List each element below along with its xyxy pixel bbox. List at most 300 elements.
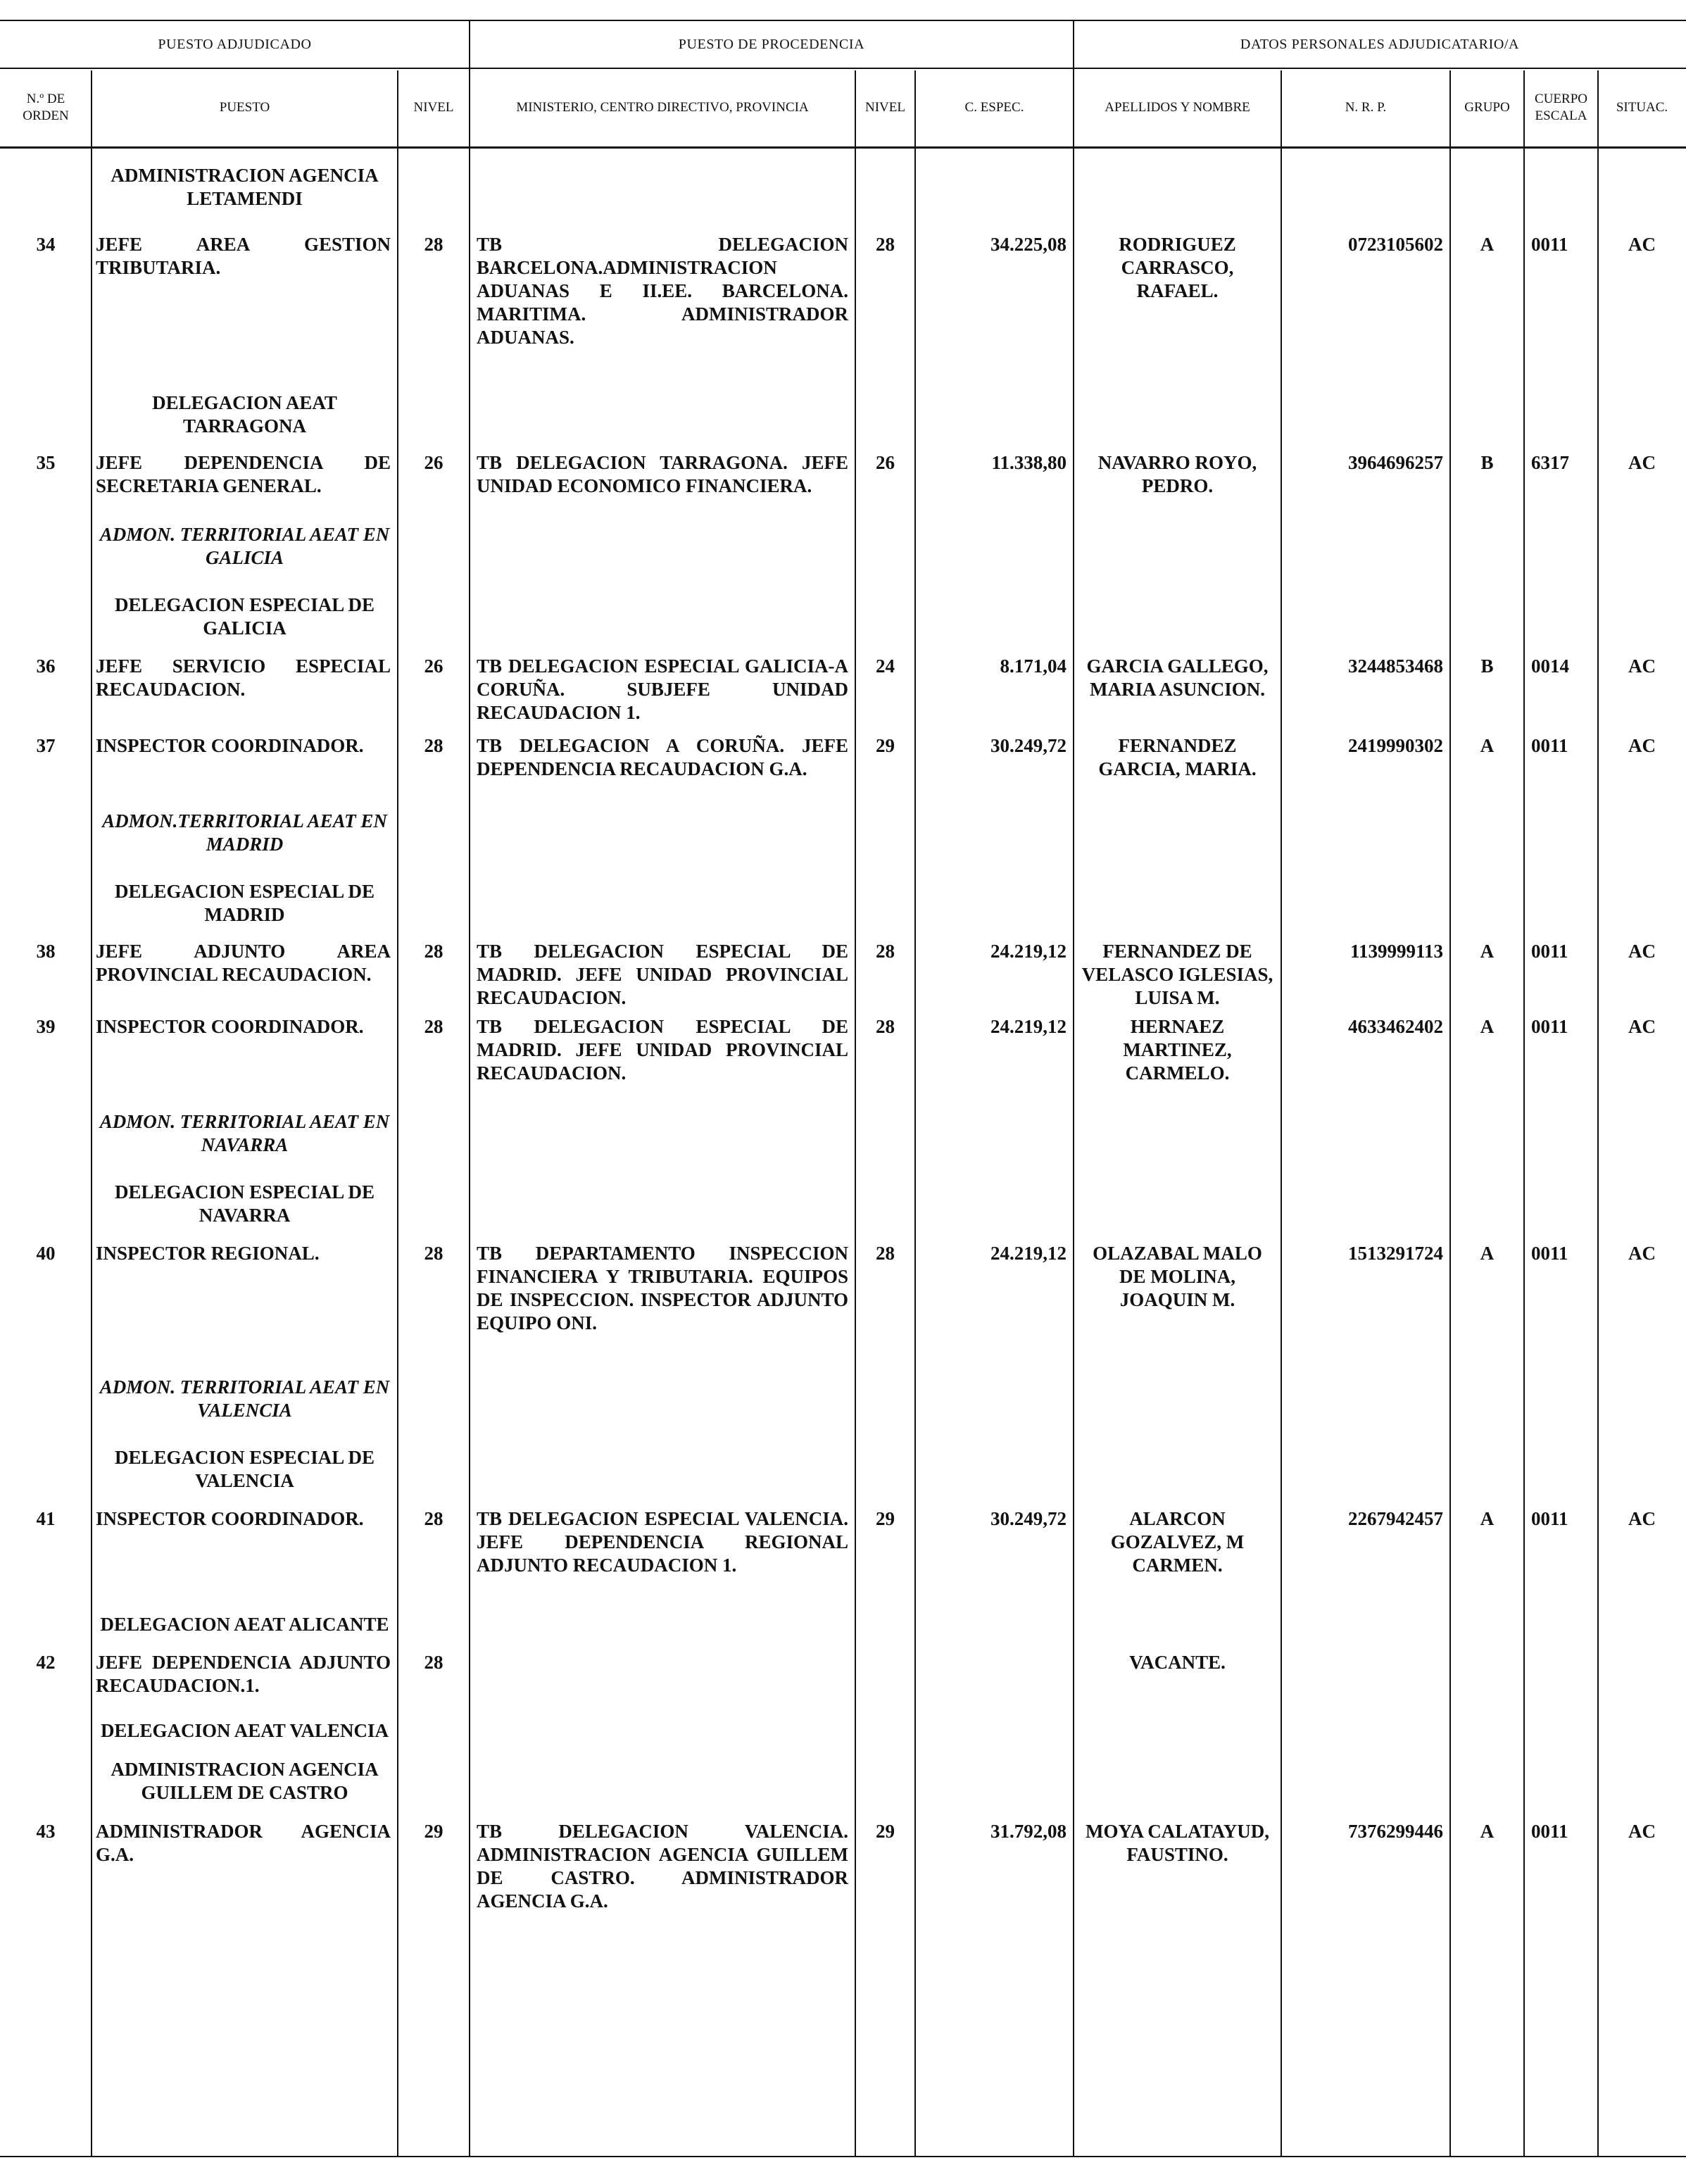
cell-c-espec: 24.219,12: [990, 1243, 1067, 1264]
col-header-ministerio: MINISTERIO, CENTRO DIRECTIVO, PROVINCIA: [516, 100, 809, 115]
cell-nivel-procedencia: 28: [876, 941, 895, 962]
cell-nrp: 2267942457: [1348, 1508, 1443, 1529]
cell-nivel-procedencia: 29: [876, 1508, 895, 1529]
cell-grupo: A: [1480, 1508, 1495, 1529]
cell-apellidos: NAVARRO ROYO, PEDRO.: [1097, 452, 1257, 496]
section-header: ADMON.TERRITORIAL AEAT EN MADRID: [102, 810, 387, 855]
empty-cell: [1281, 1376, 1450, 1422]
section-header: DELEGACION AEAT ALICANTE: [100, 1614, 389, 1635]
empty-cell: [1450, 1446, 1524, 1493]
cell-situac: AC: [1628, 1821, 1656, 1842]
cell-nivel-procedencia: 29: [876, 1821, 895, 1842]
cell-situac: AC: [1628, 452, 1656, 473]
empty-cell: [1524, 1446, 1598, 1493]
cell-apellidos: VACANTE.: [1129, 1652, 1226, 1673]
empty-cell: [0, 1376, 92, 1422]
empty-cell: [398, 1758, 470, 1805]
empty-cell: [855, 1110, 915, 1157]
empty-cell: [1524, 594, 1598, 640]
empty-cell: [398, 810, 470, 856]
cell-orden: 34: [36, 234, 56, 255]
section-header: ADMINISTRACION AGENCIA LETAMENDI: [111, 165, 379, 209]
empty-cell: [470, 1376, 855, 1422]
cell-nrp: [1281, 1651, 1450, 1697]
column-divider: [1073, 21, 1074, 2156]
col-header-situac: SITUAC.: [1616, 100, 1668, 115]
cell-cuerpo-escala: 0011: [1531, 1243, 1568, 1264]
empty-cell: [0, 523, 92, 570]
cell-ministerio: TB DELEGACION ESPECIAL DE MADRID. JEFE UNIDAD PROVINCIAL RECAUDACION.: [477, 1016, 848, 1084]
empty-cell: [398, 391, 470, 438]
empty-cell: [1281, 1719, 1450, 1743]
cell-c-espec: 31.792,08: [990, 1821, 1067, 1842]
cell-grupo: B: [1480, 452, 1494, 473]
cell-puesto: INSPECTOR COORDINADOR.: [96, 1016, 364, 1037]
column-divider: [469, 21, 470, 2156]
cell-nivel: 26: [424, 655, 443, 677]
cell-cuerpo-escala: 0011: [1531, 941, 1568, 962]
empty-cell: [915, 391, 1074, 438]
empty-cell: [1074, 391, 1281, 438]
empty-cell: [1524, 523, 1598, 570]
cell-orden: 38: [36, 941, 56, 962]
empty-cell: [1450, 164, 1524, 211]
cell-nivel-procedencia: [855, 1651, 915, 1697]
column-divider: [1449, 70, 1451, 2156]
empty-cell: [1074, 1181, 1281, 1227]
cell-nivel: 28: [424, 1508, 443, 1529]
empty-cell: [470, 1181, 855, 1227]
empty-cell: [855, 880, 915, 927]
cell-puesto: INSPECTOR COORDINADOR.: [96, 1508, 364, 1529]
cell-ministerio: TB DELEGACION A CORUÑA. JEFE DEPENDENCIA RECAUDACION G.A.: [477, 735, 848, 779]
cell-situac: AC: [1628, 1508, 1656, 1529]
empty-cell: [1074, 594, 1281, 640]
empty-cell: [1074, 1758, 1281, 1805]
empty-cell: [1450, 1110, 1524, 1157]
section-row: [0, 856, 1686, 927]
cell-nrp: 4633462402: [1348, 1016, 1443, 1037]
cell-nivel: 28: [424, 1016, 443, 1037]
cell-c-espec: 11.338,80: [991, 452, 1067, 473]
empty-cell: [1281, 164, 1450, 211]
empty-cell: [1450, 880, 1524, 927]
empty-cell: [915, 810, 1074, 856]
section-row: [0, 1335, 1686, 1422]
empty-cell: [855, 1719, 915, 1743]
empty-cell: [915, 1719, 1074, 1743]
empty-cell: [1598, 1110, 1686, 1157]
cell-grupo: A: [1480, 234, 1495, 255]
cell-situac: AC: [1628, 941, 1656, 962]
empty-cell: [398, 1181, 470, 1227]
group-header-row: [0, 21, 1686, 69]
empty-cell: [915, 1110, 1074, 1157]
cell-situac: AC: [1628, 1016, 1656, 1037]
cell-nivel: 28: [424, 735, 443, 756]
table-row: [0, 1227, 1686, 1335]
empty-cell: [470, 1613, 855, 1636]
section-header: ADMINISTRACION AGENCIA GUILLEM DE CASTRO: [111, 1759, 379, 1803]
table-row: [0, 1805, 1686, 1913]
empty-cell: [855, 594, 915, 640]
empty-cell: [470, 523, 855, 570]
table-row: [0, 438, 1686, 498]
cell-orden: 41: [36, 1508, 56, 1529]
cell-cuerpo-escala: 0011: [1531, 234, 1568, 255]
cell-cuerpo-escala: 0014: [1531, 655, 1569, 677]
empty-cell: [1524, 391, 1598, 438]
col-header-nrp: N. R. P.: [1345, 100, 1387, 115]
empty-cell: [470, 594, 855, 640]
cell-grupo: [1450, 1651, 1524, 1697]
cell-apellidos: GARCIA GALLEGO, MARIA ASUNCION.: [1086, 655, 1269, 700]
section-row: [0, 781, 1686, 856]
empty-cell: [1524, 1613, 1598, 1636]
cell-apellidos: FERNANDEZ DE VELASCO IGLESIAS, LUISA M.: [1081, 941, 1273, 1008]
cell-ministerio: [470, 1651, 855, 1697]
empty-cell: [1598, 1446, 1686, 1493]
cell-orden: 40: [36, 1243, 56, 1264]
empty-cell: [1450, 1613, 1524, 1636]
cell-c-espec: 24.219,12: [990, 941, 1067, 962]
section-row: [0, 1697, 1686, 1743]
empty-cell: [915, 164, 1074, 211]
group-header-datos-personales: DATOS PERSONALES ADJUDICATARIO/A: [1240, 36, 1520, 52]
empty-cell: [1281, 1613, 1450, 1636]
col-header-nivel-adjudicado: NIVEL: [413, 100, 454, 115]
empty-cell: [470, 880, 855, 927]
cell-puesto: INSPECTOR COORDINADOR.: [96, 735, 364, 756]
empty-cell: [915, 1181, 1074, 1227]
col-header-puesto: PUESTO: [219, 100, 270, 115]
cell-grupo: A: [1480, 1016, 1495, 1037]
section-row: [0, 1743, 1686, 1805]
table-row: [0, 1010, 1686, 1085]
cell-nrp: 3964696257: [1348, 452, 1443, 473]
empty-cell: [915, 1446, 1074, 1493]
cell-c-espec: 24.219,12: [990, 1016, 1067, 1037]
empty-cell: [1598, 1181, 1686, 1227]
empty-cell: [1450, 594, 1524, 640]
section-row: [0, 349, 1686, 438]
cell-orden: 39: [36, 1016, 56, 1037]
empty-cell: [1281, 880, 1450, 927]
empty-cell: [398, 164, 470, 211]
cell-situac: [1598, 1651, 1686, 1697]
column-divider: [1597, 70, 1599, 2156]
empty-cell: [0, 1110, 92, 1157]
empty-cell: [855, 1446, 915, 1493]
empty-cell: [1524, 1181, 1598, 1227]
empty-cell: [398, 1446, 470, 1493]
col-header-c-espec: C. ESPEC.: [964, 100, 1024, 115]
empty-cell: [915, 594, 1074, 640]
cell-grupo: A: [1480, 735, 1495, 756]
col-header-nivel-procedencia: NIVEL: [865, 100, 905, 115]
empty-cell: [470, 810, 855, 856]
empty-cell: [855, 810, 915, 856]
cell-puesto: ADMINISTRADOR AGENCIA G.A.: [96, 1821, 391, 1865]
empty-cell: [1524, 880, 1598, 927]
col-header-apellidos: APELLIDOS Y NOMBRE: [1105, 100, 1250, 115]
cell-cuerpo-escala: [1524, 1651, 1598, 1697]
empty-cell: [1524, 1110, 1598, 1157]
cell-ministerio: TB DELEGACION ESPECIAL GALICIA-A CORUÑA. SUBJEFE UNIDAD RECAUDACION 1.: [477, 655, 848, 723]
cell-puesto: JEFE DEPENDENCIA ADJUNTO RECAUDACION.1.: [96, 1652, 391, 1696]
group-header-puesto-procedencia: PUESTO DE PROCEDENCIA: [678, 36, 865, 52]
section-row: [0, 1085, 1686, 1157]
empty-cell: [915, 1613, 1074, 1636]
empty-cell: [470, 1719, 855, 1743]
column-divider: [91, 70, 92, 2156]
cell-apellidos: MOYA CALATAYUD, FAUSTINO.: [1085, 1821, 1270, 1865]
empty-cell: [398, 1719, 470, 1743]
empty-cell: [855, 1613, 915, 1636]
empty-cell: [1450, 810, 1524, 856]
cell-c-espec: [915, 1651, 1074, 1697]
column-divider: [1523, 70, 1525, 2156]
cell-orden: 36: [36, 655, 56, 677]
empty-cell: [855, 523, 915, 570]
empty-cell: [1598, 810, 1686, 856]
table-row: [0, 211, 1686, 349]
cell-grupo: A: [1480, 1821, 1495, 1842]
empty-cell: [915, 1758, 1074, 1805]
table-row: [0, 1636, 1686, 1697]
cell-grupo: A: [1480, 1243, 1495, 1264]
cell-c-espec: 8.171,04: [1000, 655, 1067, 677]
column-header-row: [0, 69, 1686, 149]
empty-cell: [1450, 1376, 1524, 1422]
empty-cell: [1524, 1719, 1598, 1743]
empty-cell: [1598, 523, 1686, 570]
section-row: [0, 149, 1686, 211]
empty-cell: [0, 810, 92, 856]
cell-ministerio: TB DELEGACION TARRAGONA. JEFE UNIDAD ECONOMICO FINANCIERA.: [477, 452, 848, 496]
empty-cell: [0, 1758, 92, 1805]
cell-puesto: JEFE SERVICIO ESPECIAL RECAUDACION.: [96, 655, 391, 700]
empty-cell: [915, 880, 1074, 927]
cell-grupo: B: [1480, 655, 1494, 677]
empty-cell: [1524, 1376, 1598, 1422]
empty-cell: [1450, 1181, 1524, 1227]
empty-cell: [1074, 1446, 1281, 1493]
column-divider: [397, 70, 398, 2156]
empty-cell: [1450, 391, 1524, 438]
column-divider: [1281, 70, 1282, 2156]
section-header: DELEGACION AEAT TARRAGONA: [152, 392, 337, 437]
empty-cell: [398, 1613, 470, 1636]
empty-cell: [470, 1110, 855, 1157]
empty-cell: [398, 523, 470, 570]
empty-cell: [1281, 1446, 1450, 1493]
cell-situac: AC: [1628, 234, 1656, 255]
empty-cell: [1074, 1613, 1281, 1636]
cell-cuerpo-escala: 0011: [1531, 1016, 1568, 1037]
empty-cell: [915, 523, 1074, 570]
cell-nrp: 1139999113: [1350, 941, 1443, 962]
section-row: [0, 1422, 1686, 1493]
empty-cell: [1074, 880, 1281, 927]
empty-cell: [1074, 1719, 1281, 1743]
empty-cell: [398, 1376, 470, 1422]
empty-cell: [855, 1376, 915, 1422]
empty-cell: [1281, 594, 1450, 640]
table-row: [0, 1493, 1686, 1577]
cell-orden: 43: [36, 1821, 56, 1842]
empty-cell: [398, 880, 470, 927]
table-row: [0, 927, 1686, 1010]
empty-cell: [855, 1181, 915, 1227]
cell-nrp: 2419990302: [1348, 735, 1443, 756]
cell-nivel-procedencia: 28: [876, 1016, 895, 1037]
cell-grupo: A: [1480, 941, 1495, 962]
cell-ministerio: TB DELEGACION ESPECIAL DE MADRID. JEFE UNIDAD PROVINCIAL RECAUDACION.: [477, 941, 848, 1008]
empty-cell: [0, 880, 92, 927]
cell-situac: AC: [1628, 1243, 1656, 1264]
column-divider: [855, 70, 856, 2156]
section-header: DELEGACION ESPECIAL DE GALICIA: [114, 594, 375, 639]
empty-cell: [470, 1446, 855, 1493]
section-header: ADMON. TERRITORIAL AEAT EN VALENCIA: [99, 1376, 390, 1421]
empty-cell: [1281, 1110, 1450, 1157]
empty-cell: [1450, 1758, 1524, 1805]
empty-cell: [1598, 164, 1686, 211]
empty-cell: [0, 1446, 92, 1493]
cell-ministerio: TB DEPARTAMENTO INSPECCION FINANCIERA Y TRIBUTARIA. EQUIPOS DE INSPECCION. INSPECTOR ADJUNTO EQUIPO ONI.: [477, 1243, 848, 1333]
empty-cell: [1598, 880, 1686, 927]
empty-cell: [0, 594, 92, 640]
empty-cell: [470, 164, 855, 211]
cell-apellidos: FERNANDEZ GARCIA, MARIA.: [1098, 735, 1257, 779]
empty-cell: [1598, 1758, 1686, 1805]
cell-c-espec: 34.225,08: [990, 234, 1067, 255]
empty-cell: [1074, 810, 1281, 856]
empty-cell: [470, 391, 855, 438]
assignments-table: [0, 20, 1686, 2157]
empty-cell: [0, 391, 92, 438]
empty-cell: [1598, 1613, 1686, 1636]
cell-nivel: 28: [424, 234, 443, 255]
empty-cell: [915, 1376, 1074, 1422]
cell-nivel: 28: [424, 1243, 443, 1264]
empty-cell: [1074, 1110, 1281, 1157]
column-divider: [914, 70, 916, 2156]
empty-cell: [1524, 810, 1598, 856]
section-row: [0, 498, 1686, 570]
cell-puesto: JEFE ADJUNTO AREA PROVINCIAL RECAUDACION.: [96, 941, 391, 985]
empty-cell: [1524, 1758, 1598, 1805]
cell-nivel: 28: [424, 941, 443, 962]
empty-cell: [1450, 523, 1524, 570]
empty-cell: [1598, 594, 1686, 640]
empty-cell: [1074, 523, 1281, 570]
empty-cell: [1450, 1719, 1524, 1743]
cell-nivel: 29: [424, 1821, 443, 1842]
empty-cell: [398, 594, 470, 640]
cell-nrp: 7376299446: [1348, 1821, 1443, 1842]
section-header: DELEGACION AEAT VALENCIA: [100, 1720, 389, 1741]
cell-nivel: 28: [424, 1652, 443, 1673]
empty-cell: [1598, 1719, 1686, 1743]
section-header: DELEGACION ESPECIAL DE VALENCIA: [114, 1447, 375, 1491]
cell-nivel: 26: [424, 452, 443, 473]
empty-cell: [1281, 810, 1450, 856]
cell-nivel-procedencia: 29: [876, 735, 895, 756]
table-body: [0, 149, 1686, 1913]
cell-orden: 42: [36, 1652, 56, 1673]
cell-nivel-procedencia: 28: [876, 234, 895, 255]
section-row: [0, 1577, 1686, 1636]
cell-puesto: JEFE AREA GESTION TRIBUTARIA.: [96, 234, 391, 278]
empty-cell: [855, 391, 915, 438]
cell-apellidos: OLAZABAL MALO DE MOLINA, JOAQUIN M.: [1093, 1243, 1262, 1310]
cell-ministerio: TB DELEGACION BARCELONA.ADMINISTRACION ADUANAS E II.EE. BARCELONA. MARITIMA. ADMINISTRADOR ADUANAS.: [477, 234, 848, 348]
empty-cell: [1598, 391, 1686, 438]
empty-cell: [1281, 523, 1450, 570]
cell-nrp: 0723105602: [1348, 234, 1443, 255]
empty-cell: [0, 1719, 92, 1743]
cell-ministerio: TB DELEGACION ESPECIAL VALENCIA. JEFE DEPENDENCIA REGIONAL ADJUNTO RECAUDACION 1.: [477, 1508, 848, 1576]
col-header-grupo: GRUPO: [1464, 100, 1510, 115]
cell-nrp: 1513291724: [1348, 1243, 1443, 1264]
col-header-orden: N.º DE ORDEN: [23, 92, 69, 123]
cell-situac: AC: [1628, 655, 1656, 677]
cell-apellidos: ALARCON GOZALVEZ, M CARMEN.: [1110, 1508, 1245, 1576]
empty-cell: [0, 1613, 92, 1636]
cell-cuerpo-escala: 0011: [1531, 735, 1568, 756]
cell-c-espec: 30.249,72: [990, 1508, 1067, 1529]
empty-cell: [0, 164, 92, 211]
table-row: [0, 640, 1686, 724]
empty-cell: [1074, 164, 1281, 211]
empty-cell: [1524, 164, 1598, 211]
empty-cell: [1074, 1376, 1281, 1422]
cell-nivel-procedencia: 26: [876, 452, 895, 473]
cell-nivel-procedencia: 24: [876, 655, 895, 677]
cell-apellidos: RODRIGUEZ CARRASCO, RAFAEL.: [1119, 234, 1236, 301]
empty-cell: [0, 1181, 92, 1227]
empty-cell: [1281, 391, 1450, 438]
group-header-puesto-adjudicado: PUESTO ADJUDICADO: [158, 36, 312, 52]
cell-orden: 37: [36, 735, 56, 756]
cell-cuerpo-escala: 0011: [1531, 1508, 1568, 1529]
empty-cell: [470, 1758, 855, 1805]
section-header: DELEGACION ESPECIAL DE NAVARRA: [114, 1181, 375, 1226]
section-header: DELEGACION ESPECIAL DE MADRID: [114, 881, 375, 925]
cell-cuerpo-escala: 0011: [1531, 1821, 1568, 1842]
cell-orden: 35: [36, 452, 56, 473]
empty-cell: [1598, 1376, 1686, 1422]
empty-cell: [1281, 1758, 1450, 1805]
cell-puesto: JEFE DEPENDENCIA DE SECRETARIA GENERAL.: [96, 452, 391, 496]
cell-cuerpo-escala: 6317: [1531, 452, 1569, 473]
cell-apellidos: HERNAEZ MARTINEZ, CARMELO.: [1123, 1016, 1232, 1084]
cell-ministerio: TB DELEGACION VALENCIA. ADMINISTRACION AGENCIA GUILLEM DE CASTRO. ADMINISTRADOR AGENCIA G.A.: [477, 1821, 848, 1912]
empty-cell: [1281, 1181, 1450, 1227]
section-row: [0, 1157, 1686, 1227]
cell-puesto: INSPECTOR REGIONAL.: [96, 1243, 320, 1264]
empty-cell: [855, 1758, 915, 1805]
empty-cell: [398, 1110, 470, 1157]
cell-c-espec: 30.249,72: [990, 735, 1067, 756]
cell-situac: AC: [1628, 735, 1656, 756]
cell-nrp: 3244853468: [1348, 655, 1443, 677]
col-header-cuerpo-escala: CUERPO ESCALA: [1535, 92, 1587, 123]
table-row: [0, 724, 1686, 781]
section-header: ADMON. TERRITORIAL AEAT EN GALICIA: [99, 524, 390, 568]
